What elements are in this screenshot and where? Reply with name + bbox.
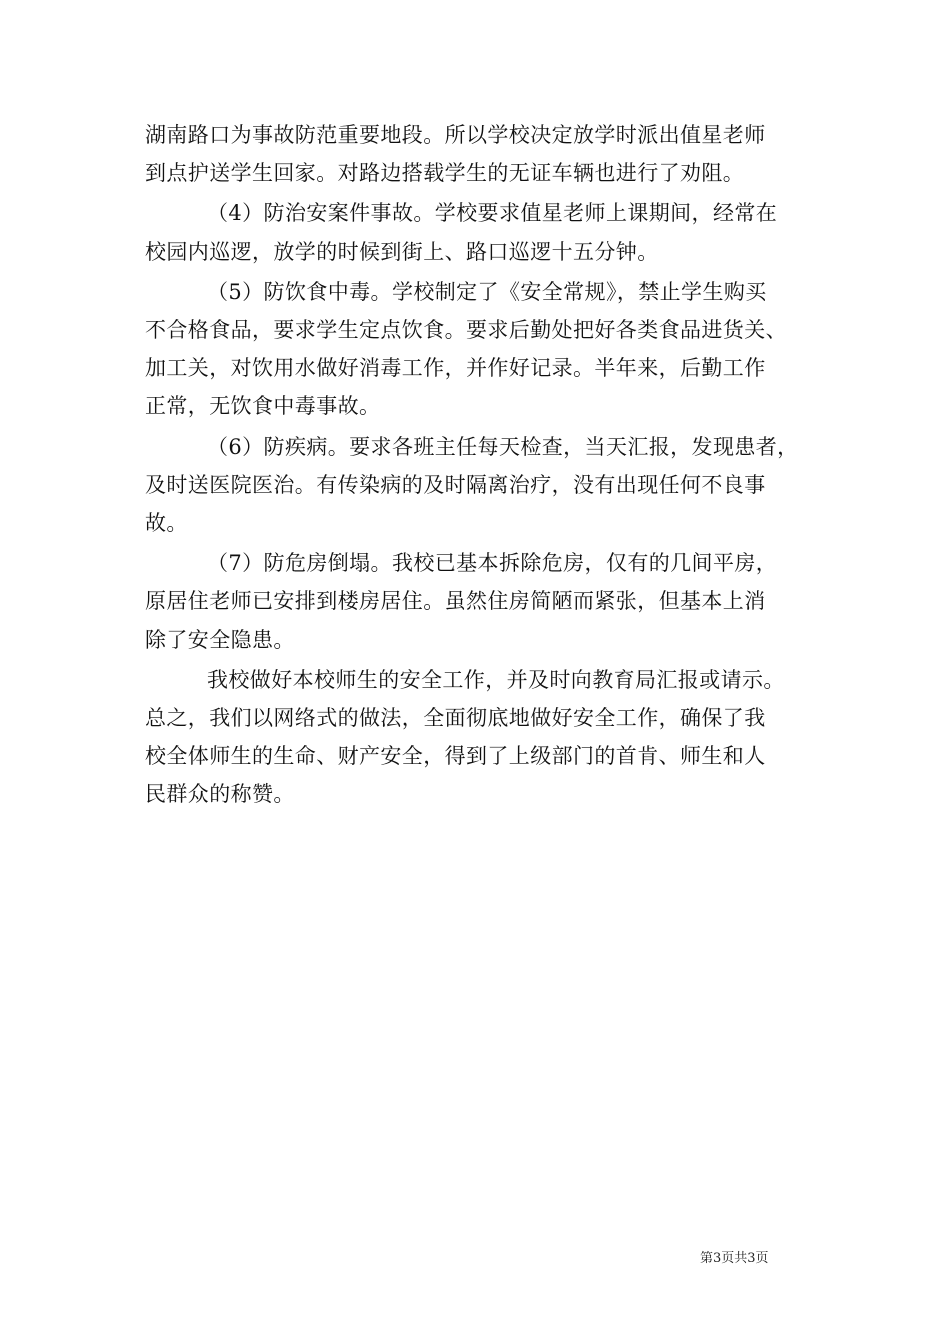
text-line: 除了安全隐患。 (145, 627, 295, 652)
text-line: 民群众的称赞。 (145, 782, 295, 807)
text-line: （4）防治安案件事故。学校要求值星老师上课期间，经常在 (207, 201, 778, 226)
paragraph-item-5 (145, 273, 810, 426)
text-line: 湖南路口为事故防范重要地段。所以学校决定放学时派出值星老师 (145, 123, 766, 147)
text-line: （6）防疾病。要求各班主任每天检查，当天汇报，发现患者， (207, 434, 799, 459)
text-line: （7）防危房倒塌。我校已基本拆除危房，仅有的几间平房， (207, 551, 778, 576)
paragraph-road-safety (145, 116, 810, 192)
text-line: 加工关，对饮用水做好消毒工作，并作好记录。半年来，后勤工作 (145, 356, 766, 381)
page-number-footer: 第3页共3页 (700, 1251, 769, 1266)
paragraph-item-4 (145, 194, 810, 270)
text-line: 不合格食品，要求学生定点饮食。要求后勤处把好各类食品进货关、 (145, 318, 787, 343)
document-body (145, 116, 810, 816)
text-line: 及时送医院医治。有传染病的及时隔离治疗，没有出现任何不良事 (145, 472, 766, 497)
text-line: 故。 (145, 511, 188, 536)
paragraph-conclusion (145, 661, 810, 814)
text-line: 我校做好本校师生的安全工作，并及时向教育局汇报或请示。 (207, 667, 785, 692)
text-line: 校全体师生的生命、财产安全，得到了上级部门的首肯、师生和人 (145, 744, 766, 769)
text-line: 原居住老师已安排到楼房居住。虽然住房简陋而紧张，但基本上消 (145, 589, 766, 614)
paragraph-item-7 (145, 544, 810, 659)
text-line: （5）防饮食中毒。学校制定了《安全常规》，禁止学生购买 (207, 279, 767, 304)
text-line: 校园内巡逻，放学的时候到街上、路口巡逻十五分钟。 (145, 239, 659, 264)
text-line: 到点护送学生回家。对路边搭载学生的无证车辆也进行了劝阻。 (145, 161, 745, 186)
text-line: 正常，无饮食中毒事故。 (145, 394, 381, 419)
text-line: 总之，我们以网络式的做法，全面彻底地做好安全工作，确保了我 (145, 706, 766, 731)
paragraph-item-6 (145, 428, 810, 543)
